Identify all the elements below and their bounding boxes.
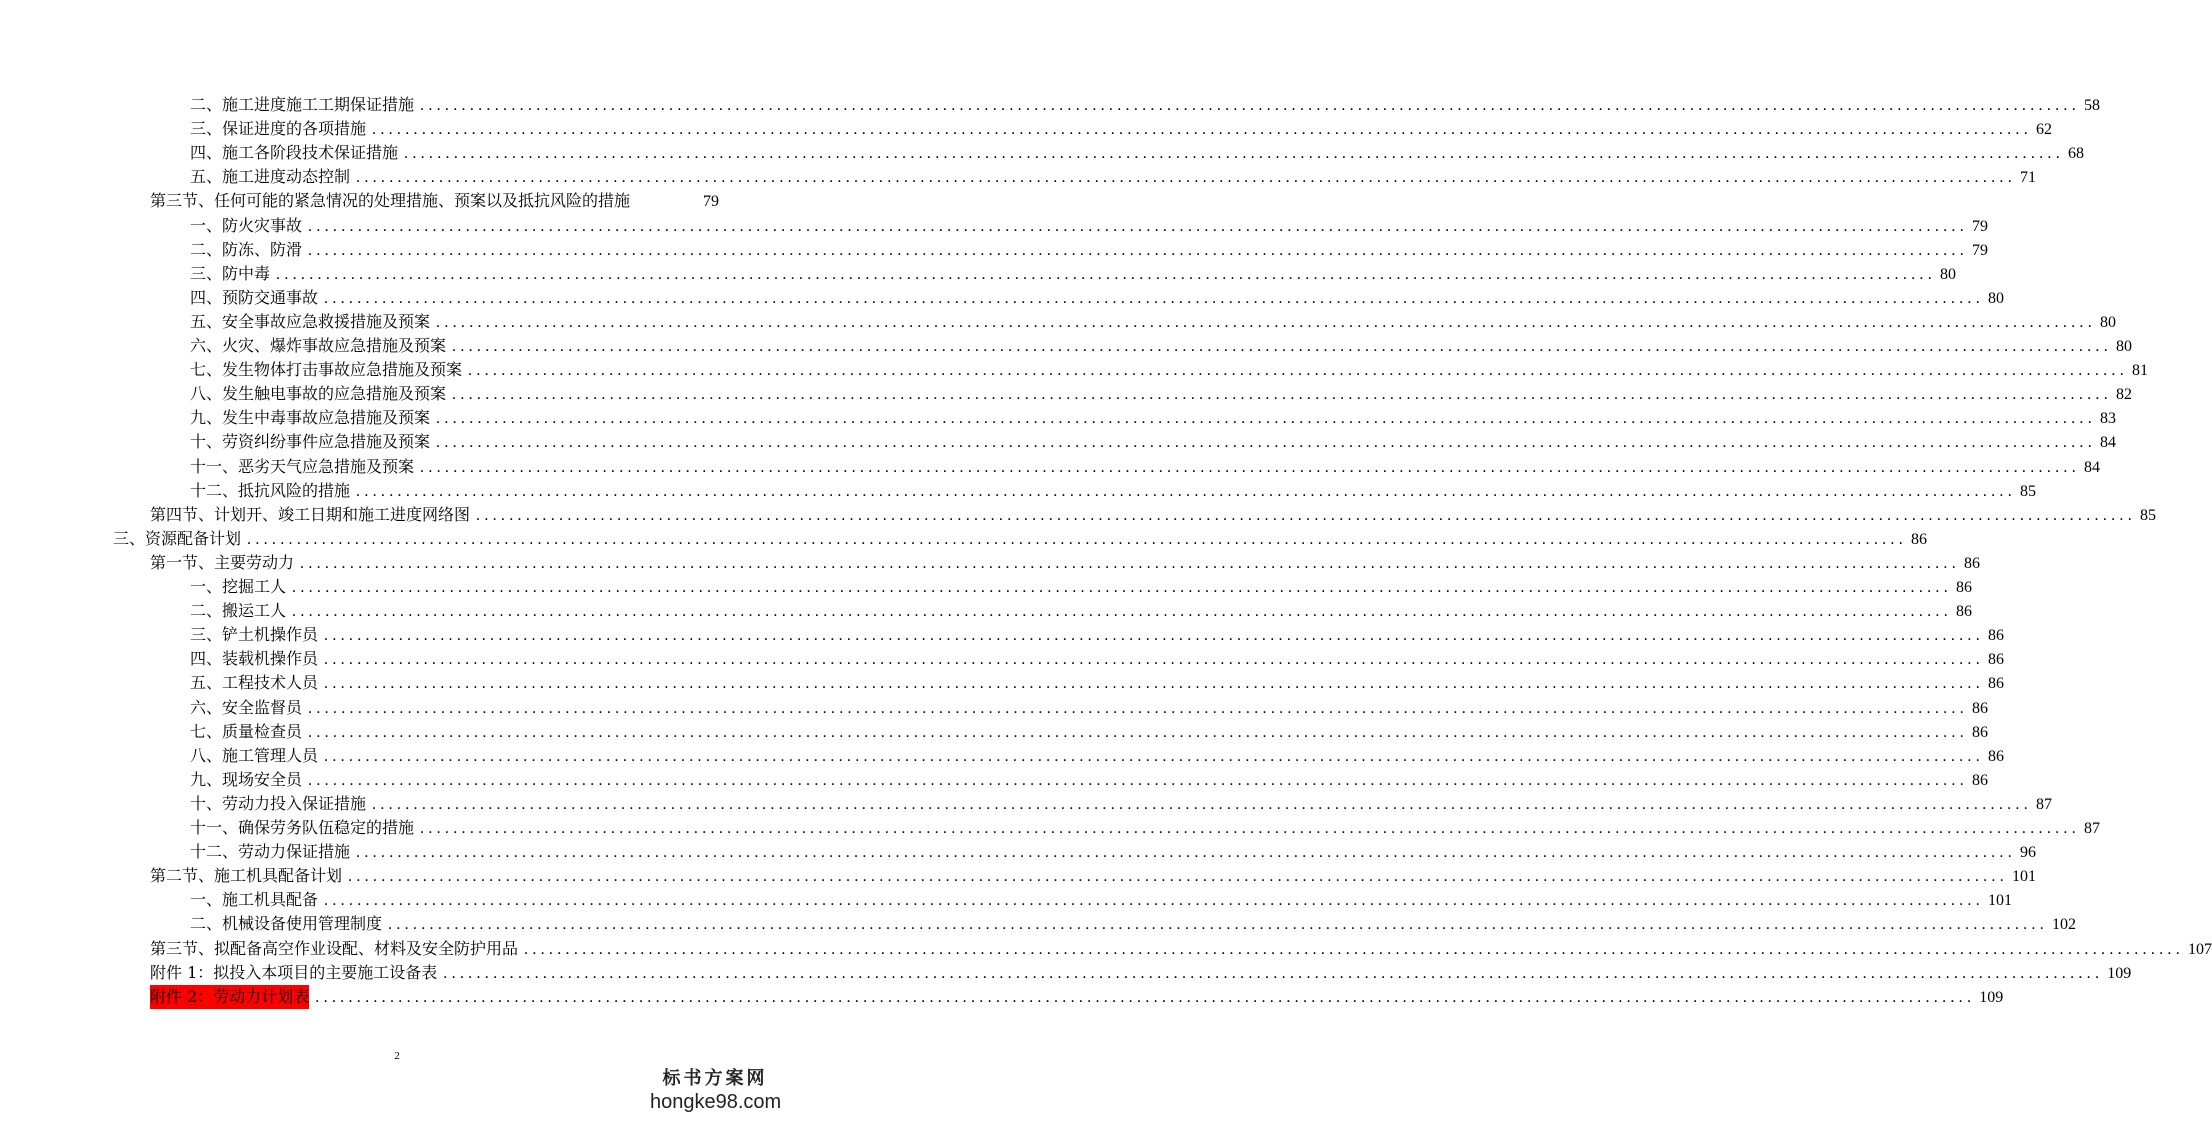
toc-entry-title: 附件 1：拟投入本项目的主要施工设备表 [150,962,438,982]
toc-dot-leader: ........................................................................................................................................................................................................ [452,386,2113,404]
toc-entry[interactable] [150,961,2132,985]
toc-entry-page: 83 [2100,410,2117,428]
toc-entry-title: 八、施工管理人员 [190,745,319,765]
watermark-logo [650,1068,780,1114]
toc-dot-leader: ........................................................................................................................................................................................................ [300,554,1961,572]
toc-entry-page: 86 [1972,699,1989,717]
toc-entry-title: 六、火灾、爆炸事故应急措施及预案 [190,336,447,355]
toc-dot-leader: ........................................................................................................................................................................................................ [308,771,1969,789]
toc-entry-page: 86 [1988,627,2005,645]
toc-entry-title: 二、防冻、防滑 [190,239,303,259]
toc-entry-title: 第一节、主要劳动力 [150,552,295,572]
toc-entry-page: 86 [1972,771,1989,789]
toc-entry-title: 四、装载机操作员 [190,649,319,669]
toc-entry-title: 十、劳资纠纷事件应急措施及预案 [190,432,431,452]
toc-entry[interactable] [190,768,1989,792]
toc-dot-leader: ........................................................................................................................................................................................................ [324,627,1985,645]
toc-entry-page: 80 [2116,338,2133,355]
toc-entry-title: 七、发生物体打击事故应急措施及预案 [190,360,463,380]
toc-entry-page: 107 [2188,940,2212,958]
toc-entry[interactable] [190,792,2053,816]
toc-entry[interactable] [190,479,2037,503]
toc-entry-page: 79 [1972,241,1989,259]
toc-entry[interactable] [190,623,2005,647]
toc-entry[interactable] [190,214,1989,238]
toc-entry-page: 62 [2036,121,2053,139]
toc-entry[interactable] [113,527,1928,551]
toc-entry-page: 80 [1988,289,2005,307]
toc-dot-leader: ........................................................................................................................................................................................................ [324,651,1985,669]
toc-entry-title: 九、发生中毒事故应急措施及预案 [190,408,431,428]
toc-dot-leader: ........................................................................................................................................................................................................ [324,747,1985,765]
toc-entry-title: 五、安全事故应急救援措施及预案 [190,311,431,331]
toc-entry-title: 三、铲土机操作员 [190,625,319,645]
toc-entry[interactable] [190,117,2053,141]
toc-entry-title: 四、施工各阶段技术保证措施 [190,143,399,163]
toc-entry-page: 101 [2012,868,2037,886]
toc-entry-page: 80 [2100,313,2117,331]
toc-entry[interactable] [190,334,2133,358]
toc-entry[interactable] [190,840,2037,864]
toc-entry[interactable] [190,430,2117,454]
toc-entry[interactable] [190,696,1989,720]
toc-entry-page: 86 [1964,554,1981,572]
toc-dot-leader: ........................................................................................................................................................................................................ [404,145,2065,163]
toc-entry[interactable] [190,358,2149,382]
toc-dot-leader: ........................................................................................................................................................................................................ [247,530,1908,548]
toc-dot-leader: ........................................................................................................................................................................................................ [276,265,1937,283]
toc-entry-page: 82 [2116,386,2133,404]
toc-entry-title: 十一、恶劣天气应急措施及预案 [190,456,415,476]
toc-entry-title: 第二节、施工机具配备计划 [150,866,343,886]
toc-dot-leader: ........................................................................................................................................................................................................ [420,458,2081,476]
toc-dot-leader: ........................................................................................................................................................................................................ [420,97,2081,114]
page-number: 2 [394,1050,400,1062]
toc-entry-page: 101 [1988,892,2013,910]
toc-entry-page: 109 [1979,988,2004,1006]
toc-entry[interactable] [150,189,719,213]
toc-entry[interactable] [150,937,2212,961]
toc-dot-leader: ........................................................................................................................................................................................................ [443,964,2104,982]
toc-dot-leader: ........................................................................................................................................................................................................ [420,820,2081,837]
toc-entry-title: 八、发生触电事故的应急措施及预案 [190,384,447,404]
toc-dot-leader: ........................................................................................................................................................................................................ [372,121,2033,139]
toc-entry[interactable] [150,551,1981,575]
toc-entry[interactable] [190,238,1989,262]
toc-entry-title: 六、安全监督员 [190,697,303,717]
toc-entry[interactable] [190,888,2013,912]
toc-entry-page: 81 [2132,362,2149,380]
toc-dot-leader: ........................................................................................................................................................................................................ [292,603,1953,621]
toc-entry-page: 58 [2084,97,2101,114]
toc-dot-leader: ........................................................................................................................................................................................................ [388,916,2049,934]
toc-entry-page: 86 [1972,723,1989,741]
toc-entry-page: 87 [2036,795,2053,813]
toc-entry-title: 十二、劳动力保证措施 [190,842,351,862]
toc-entry[interactable] [190,575,1973,599]
toc-entry[interactable] [190,912,2077,936]
toc-entry-title: 三、保证进度的各项措施 [190,119,367,139]
toc-entry[interactable] [190,720,1989,744]
toc-entry-page: 85 [2140,506,2157,524]
toc-entry-title: 三、资源配备计划 [113,528,242,548]
toc-entry-title: 三、防中毒 [190,263,271,283]
toc-dot-leader: ........................................................................................................................................................................................................ [308,699,1969,717]
toc-dot-leader: ........................................................................................................................................................................................................ [308,241,1969,259]
toc-entry[interactable] [190,671,2005,695]
toc-entry-page: 86 [1911,530,1928,548]
toc-entry-title: 第三节、拟配备高空作业设配、材料及安全防护用品 [150,938,519,958]
toc-entry-page: 80 [1940,265,1957,283]
toc-entry[interactable] [190,744,2005,768]
toc-dot-leader: ........................................................................................................................................................................................................ [476,506,2137,524]
toc-entry-title: 二、搬运工人 [190,601,287,621]
toc-entry-page: 71 [2020,169,2037,187]
toc-dot-leader: ........................................................................................................................................................................................................ [372,795,2033,813]
toc-entry-title: 十、劳动力投入保证措施 [190,793,367,813]
toc-entry-title: 一、防火灾事故 [190,215,303,235]
toc-entry-title: 附件 2：劳动力计划表 [150,985,309,1009]
toc-entry[interactable] [190,262,1957,286]
toc-entry-title: 七、质量检查员 [190,721,303,741]
toc-entry-page: 79 [703,193,719,211]
toc-entry[interactable] [190,382,2133,406]
toc-entry-page: 86 [1956,579,1973,596]
toc-dot-leader: ........................................................................................................................................................................................................ [324,892,1985,910]
toc-entry[interactable] [190,816,2101,840]
toc-entry-page: 86 [1988,675,2005,693]
toc-entry-title: 第四节、计划开、竣工日期和施工进度网络图 [150,504,471,524]
toc-entry[interactable] [190,93,2101,117]
toc-dot-leader: ........................................................................................................................................................................................................ [324,289,1985,307]
toc-entry-page: 84 [2084,458,2101,476]
toc-entry-page: 84 [2100,434,2117,452]
toc-entry-title: 二、施工进度施工工期保证措施 [190,95,415,114]
toc-entry-title: 第三节、任何可能的紧急情况的处理措施、预案以及抵抗风险的措施 [150,191,631,211]
toc-entry-page: 68 [2068,145,2085,163]
toc-entry-page: 86 [1988,747,2005,765]
watermark-text: 标书方案网 [662,1068,768,1089]
toc-entry-title: 一、挖掘工人 [190,577,287,596]
toc-entry[interactable] [150,503,2157,527]
toc-dot-leader: ........................................................................................................................................................................................................ [315,988,1976,1006]
toc-entry-title: 一、施工机具配备 [190,890,319,910]
toc-dot-leader: ........................................................................................................................................................................................................ [324,675,1985,693]
toc-entry[interactable] [190,406,2117,430]
toc-dot-leader: ........................................................................................................................................................................................................ [308,723,1969,741]
toc-entry[interactable] [190,599,1973,623]
toc-entry-title: 九、现场安全员 [190,769,303,789]
toc-entry[interactable] [190,286,2005,310]
toc-entry-page: 85 [2020,482,2037,500]
toc-dot-leader: ........................................................................................................................................................................................................ [436,313,2097,331]
toc-dot-leader: ........................................................................................................................................................................................................ [356,169,2017,187]
toc-entry-title: 五、工程技术人员 [190,673,319,693]
toc-entry-title: 四、预防交通事故 [190,287,319,307]
toc-entry[interactable] [190,310,2117,334]
toc-entry[interactable] [150,864,2037,888]
toc-entry-page: 96 [2020,844,2037,862]
toc-entry-page: 87 [2084,820,2101,837]
toc-entry-title: 十一、确保劳务队伍稳定的措施 [190,818,415,837]
toc-entry[interactable] [150,985,2004,1009]
toc-dot-leader: ........................................................................................................................................................................................................ [452,338,2113,355]
toc-entry[interactable] [190,647,2005,671]
toc-entry-page: 79 [1972,217,1989,235]
toc-dot-leader: ........................................................................................................................................................................................................ [356,844,2017,862]
toc-dot-leader: ........................................................................................................................................................................................................ [308,217,1969,235]
toc-entry[interactable] [190,455,2101,479]
toc-entry-page: 86 [1956,603,1973,621]
toc-entry-page: 102 [2052,916,2077,934]
toc-entry[interactable] [190,141,2085,165]
toc-entry-page: 109 [2107,964,2132,982]
toc-entry-title: 二、机械设备使用管理制度 [190,914,383,934]
toc-entry-title: 五、施工进度动态控制 [190,167,351,187]
toc-dot-leader: ........................................................................................................................................................................................................ [348,868,2009,886]
toc-dot-leader: ........................................................................................................................................................................................................ [356,482,2017,500]
toc-dot-leader: ........................................................................................................................................................................................................ [468,362,2129,380]
toc-dot-leader: ........................................................................................................................................................................................................ [436,410,2097,428]
toc-entry[interactable] [190,165,2037,189]
toc-dot-leader: ........................................................................................................................................................................................................ [292,579,1953,596]
toc-entry-title: 十二、抵抗风险的措施 [190,480,351,500]
watermark-url: hongke98.com [650,1091,782,1113]
toc-entry-page: 86 [1988,651,2005,669]
toc-dot-leader: ........................................................................................................................................................................................................ [436,434,2097,452]
toc-dot-leader: ........................................................................................................................................................................................................ [524,940,2185,958]
